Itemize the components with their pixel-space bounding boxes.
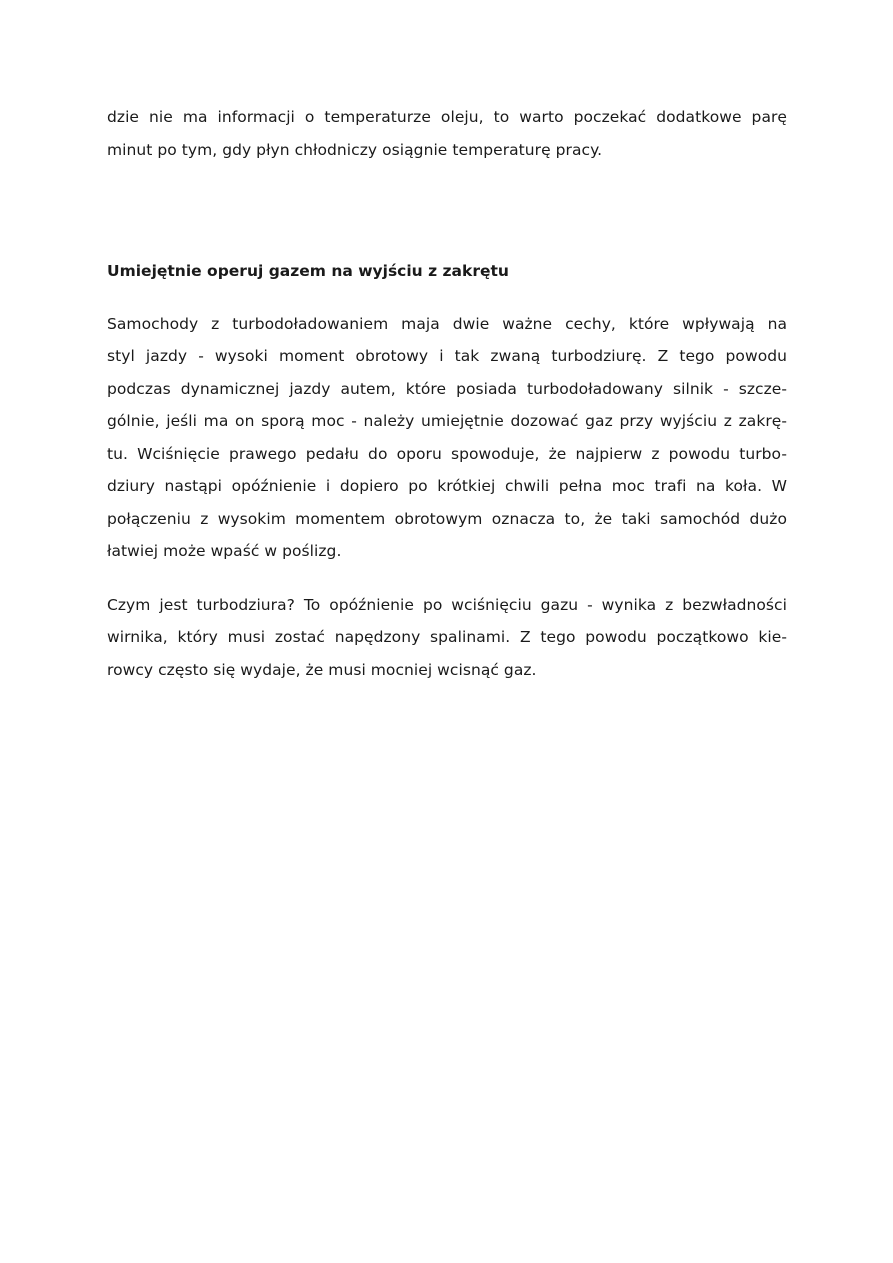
paragraph-turbo-features bbox=[107, 308, 787, 568]
text-line: tu. Wciśnięcie prawego pedału do oporu spowoduje, że najpierw z powodu turbo- bbox=[107, 444, 787, 463]
section-heading: Umiejętnie operuj gazem na wyjściu z zakrętu bbox=[107, 262, 509, 280]
paragraph-oil-temperature bbox=[107, 101, 787, 166]
text-line: gólnie, jeśli ma on sporą moc - należy umiejętnie dozować gaz przy wyjściu z zakrę- bbox=[107, 412, 787, 430]
text-line: styl jazdy - wysoki moment obrotowy i tak zwaną turbodziurę. Z tego powodu bbox=[107, 347, 787, 365]
text-line: łatwiej może wpaść w poślizg. bbox=[107, 542, 342, 560]
paragraph-turbo-lag bbox=[107, 589, 787, 687]
text-line: wirnika, który musi zostać napędzony spalinami. Z tego powodu początkowo kie- bbox=[107, 628, 787, 646]
page-content bbox=[107, 101, 787, 686]
text-line: rowcy często się wydaje, że musi mocniej wcisnąć gaz. bbox=[107, 660, 537, 679]
text-line: Czym jest turbodziura? To opóźnienie po wciśnięciu gazu - wynika z bezwładności bbox=[107, 595, 787, 614]
text-line: Samochody z turbodoładowaniem maja dwie ważne cechy, które wpływają na bbox=[107, 314, 787, 333]
text-line: dziury nastąpi opóźnienie i dopiero po krótkiej chwili pełna moc trafi na koła. W bbox=[107, 477, 787, 495]
text-line: połączeniu z wysokim momentem obrotowym oznacza to, że taki samochód dużo bbox=[107, 509, 787, 528]
text-line: dzie nie ma informacji o temperaturze oleju, to warto poczekać dodatkowe parę bbox=[107, 108, 787, 126]
text-line: minut po tym, gdy płyn chłodniczy osiągnie temperaturę pracy. bbox=[107, 140, 603, 159]
text-line: podczas dynamicznej jazdy autem, które posiada turbodoładowany silnik - szcze- bbox=[107, 379, 787, 398]
